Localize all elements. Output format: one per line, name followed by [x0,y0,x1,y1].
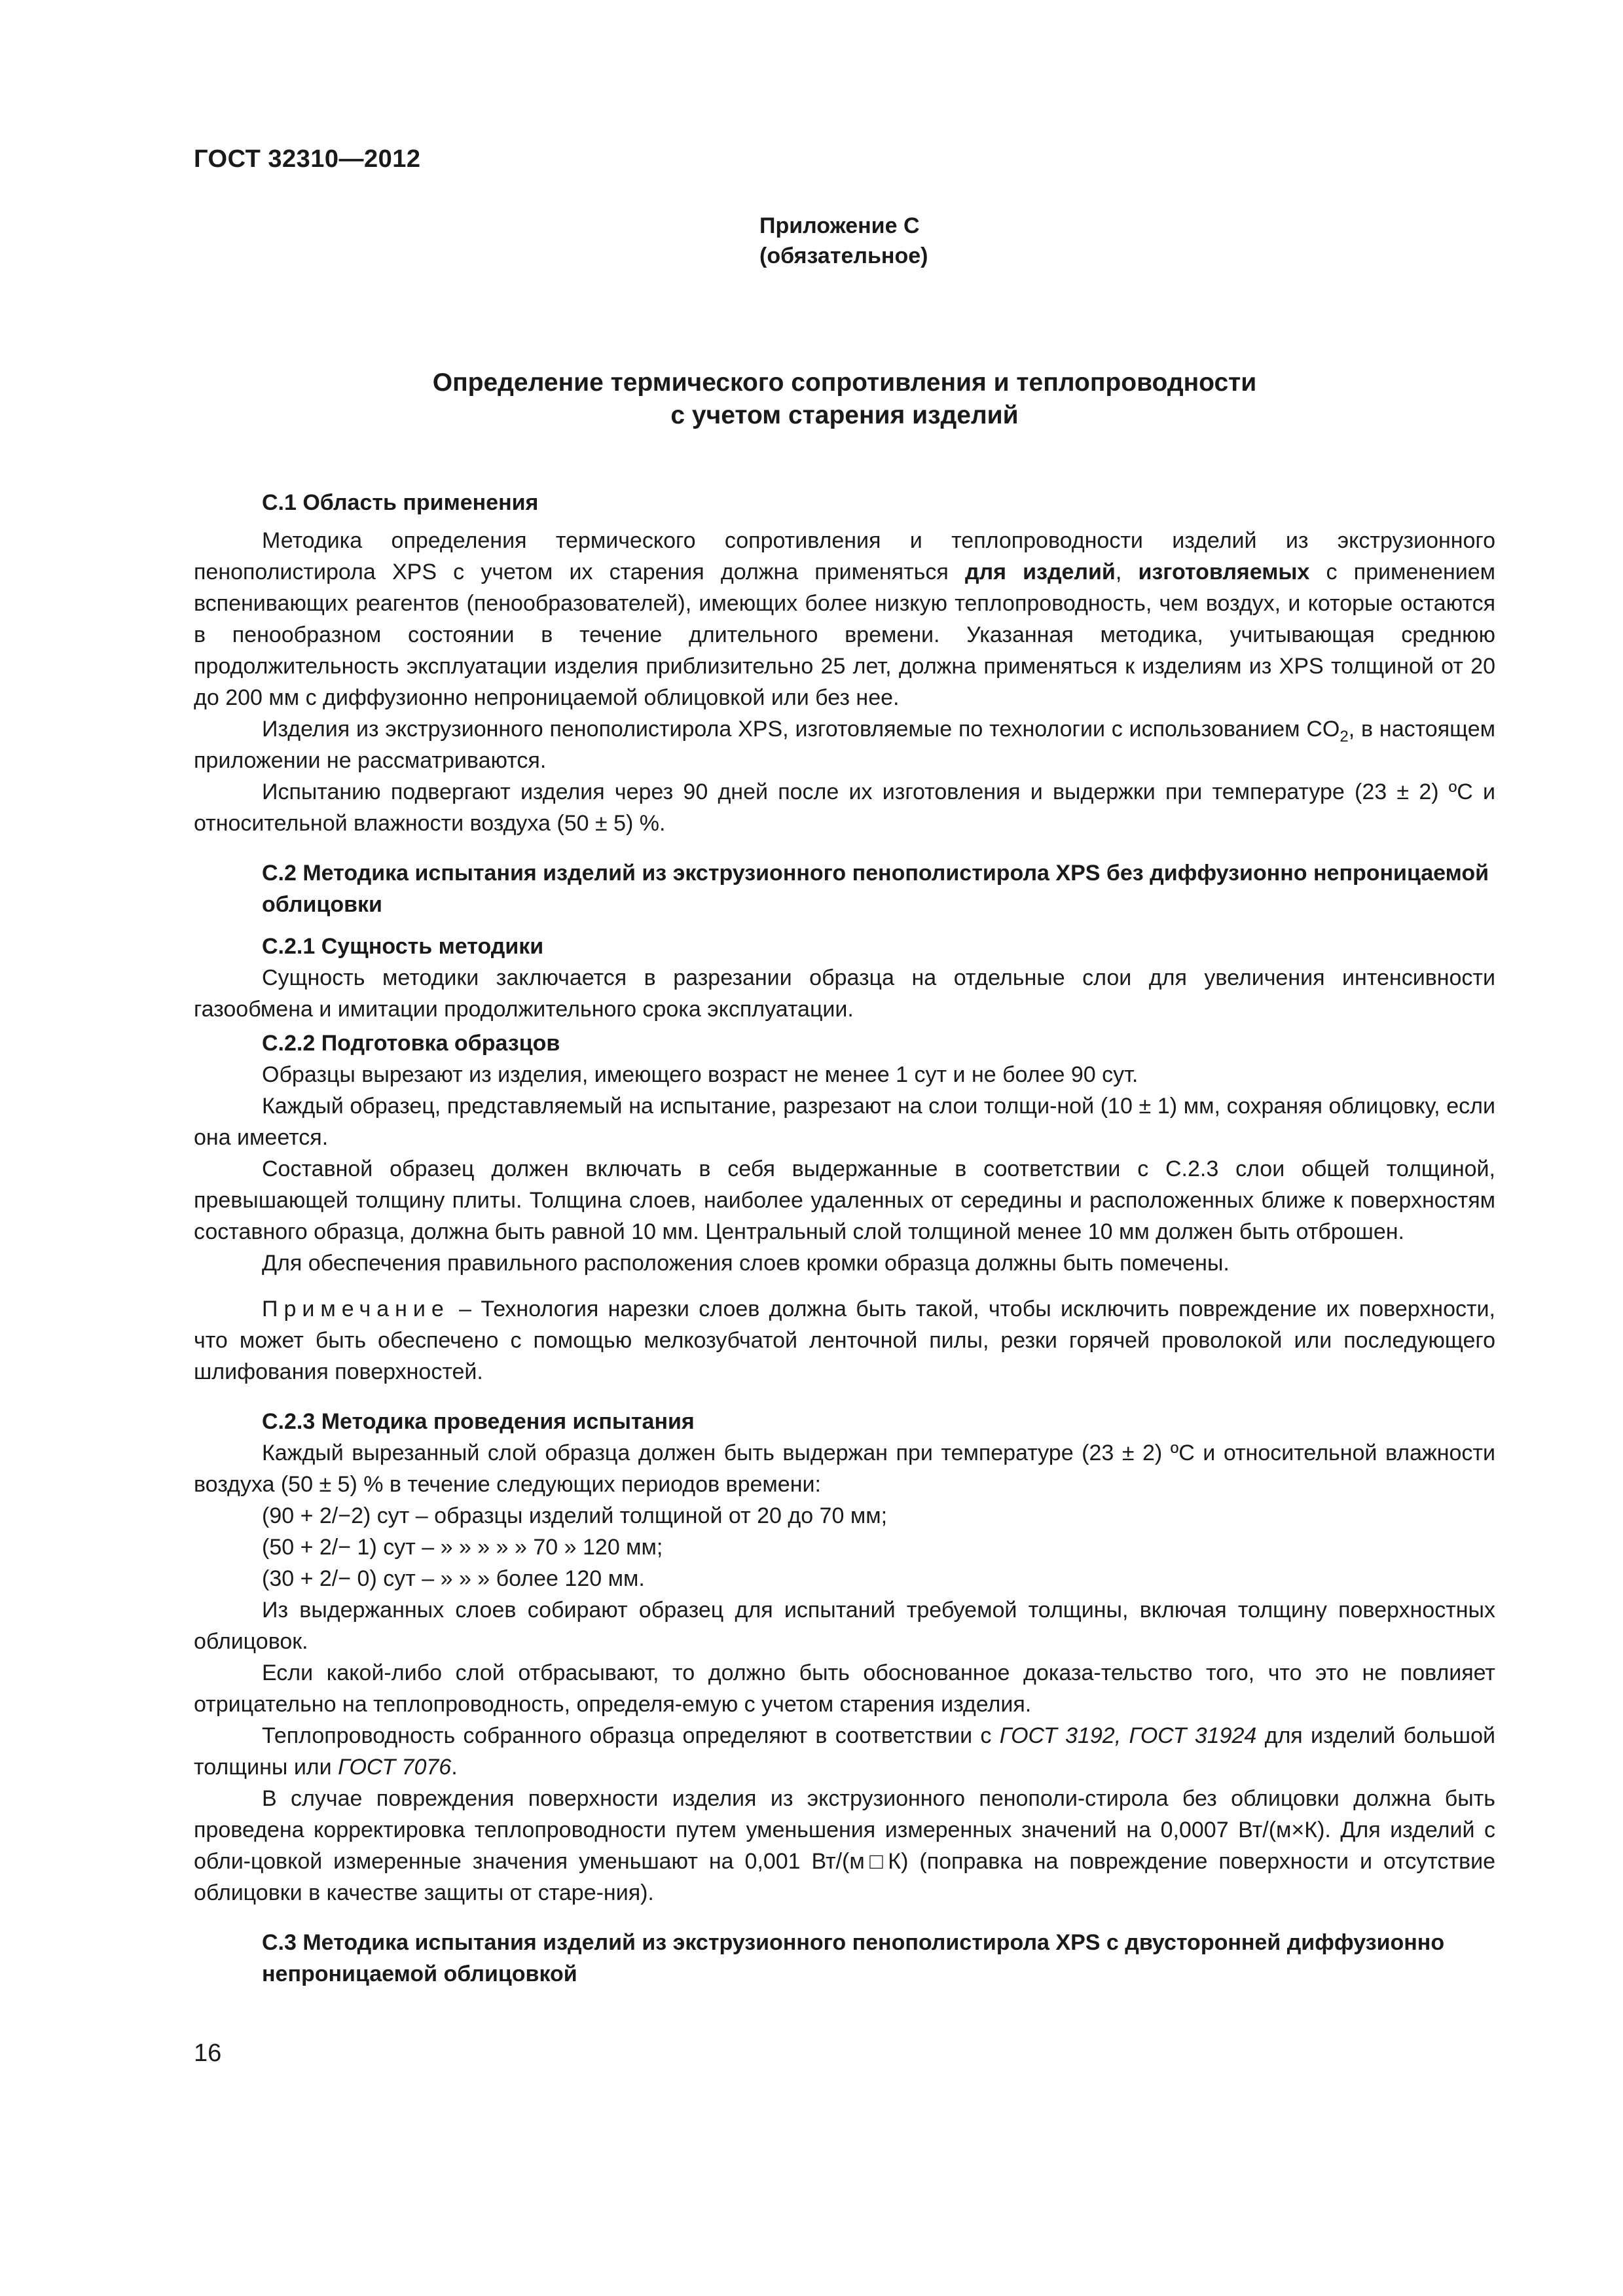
section-c23-paragraph-1: Каждый вырезанный слой образца должен быть выдержан при температуре (23 ± 2) ºС и относительной влажности воздуха (50 ± 5) % в течение следующих периодов времени: [194,1441,1495,1497]
section-c21-paragraph-1: Сущность методики заключается в разрезании образца на отдельные слои для увеличения интенсивности газообмена и имитации продолжительного срока эксплуатации. [194,965,1495,1022]
section-c23-list-item-1: (90 + 2/−2) сут – образцы изделий толщиной от 20 до 70 мм; [262,1503,888,1528]
section-c22-paragraph-2: Каждый образец, представляемый на испытание, разрезают на слои толщи-ной (10 ± 1) мм, сохраняя облицовку, если она имеется. [194,1094,1495,1150]
c1-p1-bold-1: для изделий [964,560,1116,584]
page-number: 16 [194,2039,222,2067]
c1-p2-text-a: Изделия из экструзионного пенополистирола XPS, изготовляемые по технологии с использованием CO [262,717,1340,742]
section-c23-heading: С.2.3 Методика проведения испытания [262,1409,695,1434]
section-c23-paragraph-5: В случае повреждения поверхности изделия из экструзионного пенополи-стирола без облицовки должна быть проведена корректировка теплопроводности путем уменьшения измеренных значений на 0,0007 Вт/(м×К). Для изделий с обли-цовкой измеренные значения уменьшают на 0,001 Вт/(м□К) (поправка на повреждение поверхности и отсутствие облицовки в качестве защиты от старе-ния). [194,1786,1495,1905]
section-c1-heading: С.1 Область применения [262,490,539,515]
title-line-2: с учетом старения изделий [670,401,1019,429]
document-header-id: ГОСТ 32310—2012 [194,145,421,173]
c1-p1-text-a: Методика определения термического сопротивления и теплопроводности изделий из экструзионного пенополистирола XPS с учетом их старения должна применяться [194,528,1495,584]
c23-p4-reference-1: ГОСТ 3192, ГОСТ 31924 [999,1723,1257,1748]
section-c23-paragraph-2: Из выдержанных слоев собирают образец для испытаний требуемой толщины, включая толщину поверхностных облицовок. [194,1598,1495,1654]
section-c23-paragraph-3: Если какой-либо слой отбрасывают, то должно быть обоснованное доказа-тельство того, что это не повлияет отрицательно на теплопроводность, определя-емую с учетом старения изделия. [194,1660,1495,1717]
section-c21-heading: С.2.1 Сущность методики [262,934,544,959]
c23-p4-reference-2: ГОСТ 7076 [338,1755,452,1780]
section-c22-paragraph-1: Образцы вырезают из изделия, имеющего возраст не менее 1 сут и не более 90 сут. [262,1062,1139,1087]
appendix-label [759,211,928,271]
c23-p4-text-b: для изделий большой толщины или [194,1723,1495,1780]
section-c23-paragraph-4 [194,1720,1495,1783]
section-c22-paragraph-3: Составной образец должен включать в себя выдержанные в соответствии с С.2.3 слои общей толщиной, превышающей толщину плиты. Толщина слоев, наиболее удаленных от середины и расположенных ближе к поверхностям составного образца, должна быть равной 10 мм. Центральный слой толщиной менее 10 мм должен быть отброшен. [194,1157,1495,1244]
c1-p1-comma: , [1115,560,1139,584]
note-paragraph [194,1293,1495,1388]
c1-p2-text-b: , в настоящем приложении не рассматриваются. [194,717,1495,773]
note-label: Примечание [262,1297,450,1321]
section-c3-heading: С.3 Методика испытания изделий из экструзионного пенополистирола XPS с двусторонней диффузионно непроницаемой облицовкой [262,1930,1445,1986]
section-c1-paragraph-1 [194,525,1495,713]
note-text: – Технология нарезки слоев должна быть такой, чтобы исключить повреждение их поверхности, что может быть обеспечено с помощью мелкозубчатой ленточной пилы, резки горячей проволокой или последующего шлифования поверхностей. [194,1297,1495,1384]
section-c22-heading: С.2.2 Подготовка образцов [262,1031,560,1056]
section-c23-list-item-2: (50 + 2/− 1) сут – » » » » » 70 » 120 мм; [262,1535,663,1560]
appendix-title: Приложение С [759,213,920,238]
section-c1-paragraph-2 [194,713,1495,776]
c1-p2-subscript: 2 [1340,727,1349,745]
section-c23-list-item-3: (30 + 2/− 0) сут – » » » более 120 мм. [262,1566,645,1591]
section-c22-paragraph-4: Для обеспечения правильного расположения слоев кромки образца должны быть помечены. [262,1251,1230,1276]
section-c1-paragraph-3: Испытанию подвергают изделия через 90 дней после их изготовления и выдержки при температуре (23 ± 2) ºС и относительной влажности воздуха (50 ± 5) %. [194,780,1495,836]
section-c2-heading: С.2 Методика испытания изделий из экструзионного пенополистирола XPS без диффузионно непроницаемой облицовки [262,861,1489,917]
c23-p4-text-c: . [451,1755,458,1780]
c1-p1-text-c: с применением вспенивающих реагентов (пенообразователей), имеющих более низкую теплопроводность, чем воздух, и которые остаются в пенообразном состоянии в течение длительного времени. Указанная методика, учитывающая среднюю продолжительность эксплуатации изделия приблизительно 25 лет, должна применяться к изделиям из XPS толщиной от 20 до 200 мм с диффузионно непроницаемой облицовкой или без нее. [194,560,1495,710]
document-title [194,367,1495,432]
appendix-status: (обязательное) [759,243,928,268]
document-body [194,487,1495,1990]
c1-p1-bold-2: изготовляемых [1138,560,1310,584]
c23-p4-text-a: Теплопроводность собранного образца определяют в соответствии с [262,1723,1000,1748]
title-line-1: Определение термического сопротивления и теплопроводности [432,368,1257,397]
